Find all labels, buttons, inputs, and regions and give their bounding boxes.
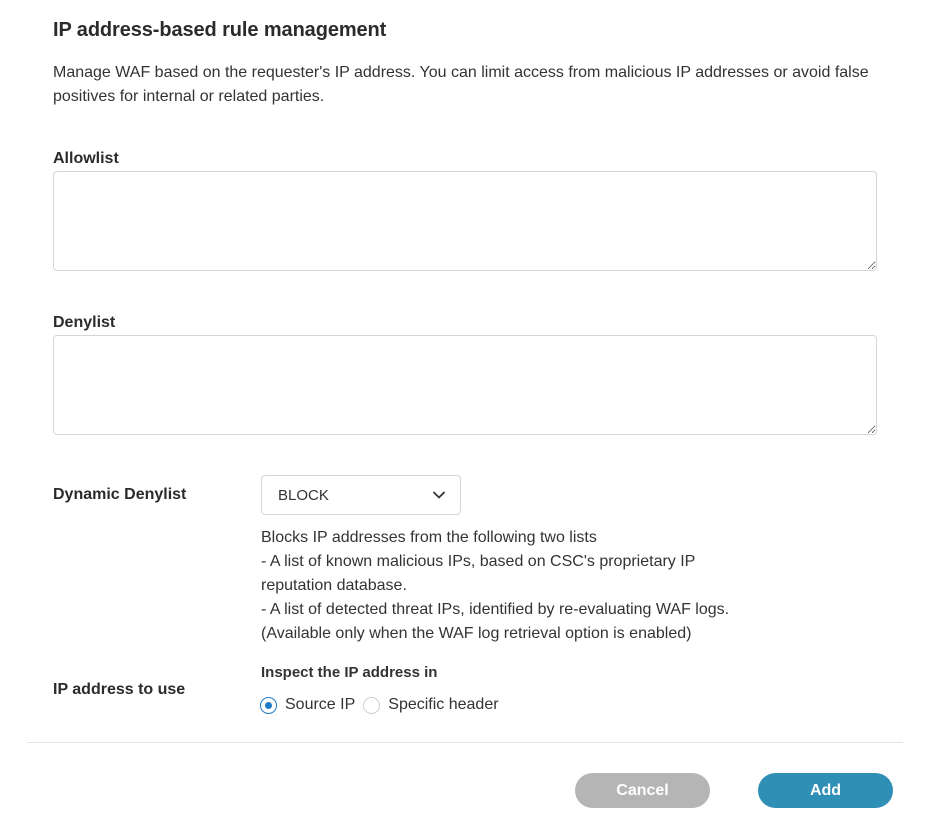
radio-button-checked[interactable] — [260, 697, 277, 714]
add-button[interactable]: Add — [758, 773, 893, 808]
inspect-ip-sublabel: Inspect the IP address in — [261, 664, 438, 681]
dynamic-denylist-label: Dynamic Denylist — [53, 486, 187, 503]
radio-source-ip[interactable] — [260, 696, 355, 714]
denylist-label: Denylist — [53, 314, 116, 331]
allowlist-label: Allowlist — [53, 150, 119, 167]
allowlist-textarea[interactable] — [53, 171, 877, 271]
footer-divider — [27, 742, 903, 743]
help-line: Blocks IP addresses from the following two lists — [261, 529, 597, 546]
chevron-down-icon — [432, 488, 446, 502]
ip-to-use-label: IP address to use — [53, 681, 186, 698]
page-description: Manage WAF based on the requester's IP address. You can limit access from malicious IP addresses or avoid false positives for internal or related parties. — [53, 64, 869, 105]
radio-label: Source IP — [285, 696, 356, 713]
ip-source-radio-group — [260, 694, 507, 716]
cancel-button[interactable]: Cancel — [575, 773, 710, 808]
dynamic-denylist-selected-value: BLOCK — [278, 486, 329, 504]
denylist-textarea[interactable] — [53, 335, 877, 435]
page-title: IP address-based rule management — [53, 19, 387, 41]
help-line: - A list of detected threat IPs, identified by re-evaluating WAF logs. — [261, 601, 730, 618]
radio-button-unchecked[interactable] — [363, 697, 380, 714]
dynamic-denylist-select[interactable] — [261, 475, 461, 515]
radio-label: Specific header — [388, 696, 499, 713]
help-line: reputation database. — [261, 577, 407, 594]
help-line: (Available only when the WAF log retrieval option is enabled) — [261, 625, 692, 642]
radio-specific-header[interactable] — [363, 696, 498, 714]
help-line: - A list of known malicious IPs, based on CSC's proprietary IP — [261, 553, 696, 570]
dynamic-denylist-help — [261, 526, 781, 646]
